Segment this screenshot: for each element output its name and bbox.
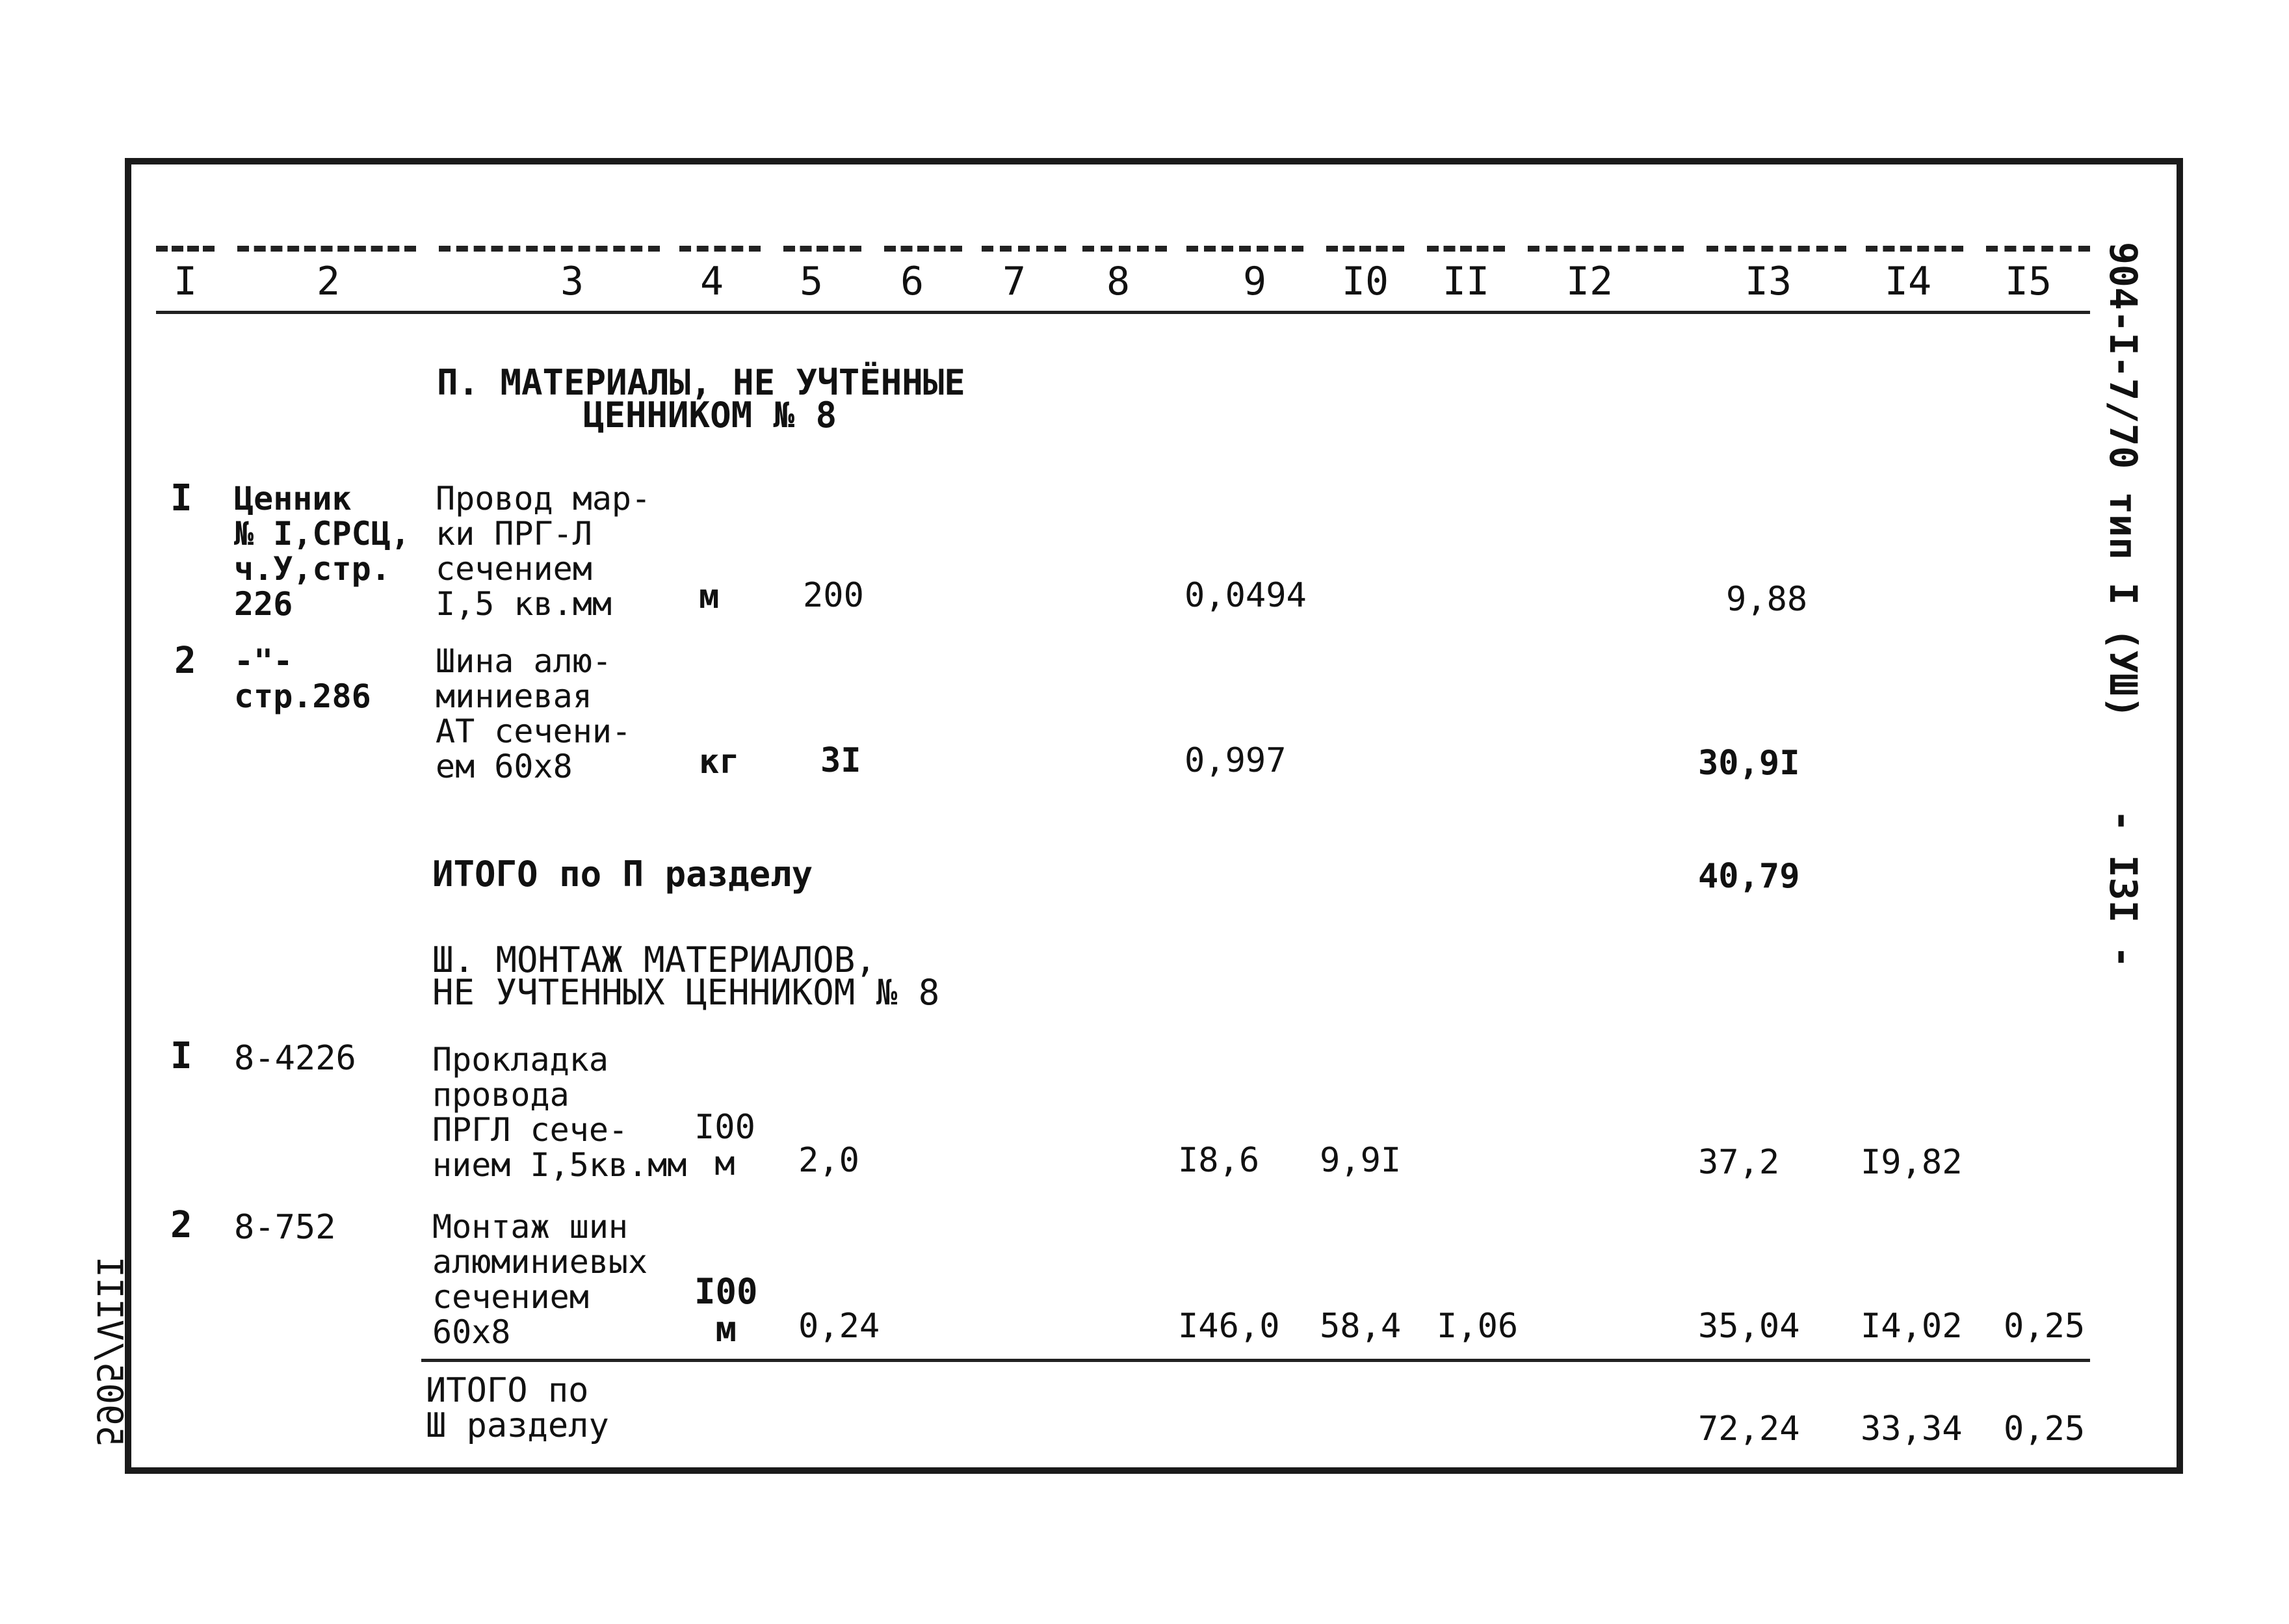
header-dash (156, 246, 215, 252)
col-header-6: 6 (900, 259, 924, 304)
table-row-qty: 0,24 (798, 1307, 880, 1346)
header-dash (1986, 246, 2090, 252)
header-dash (1186, 246, 1303, 252)
table-row-col13: 37,2 (1698, 1143, 1780, 1182)
header-dash (1326, 246, 1404, 252)
table-row-name: Монтаж шин алюминиевых сечением 60х8 (432, 1208, 648, 1351)
table-row-price: 0,0494 (1184, 576, 1307, 615)
section2-title-line1: П. МАТЕРИАЛЫ, НЕ УЧТЁННЫЕ (437, 362, 965, 403)
table-row-col9: I46,0 (1178, 1307, 1280, 1346)
col-header-8: 8 (1106, 259, 1131, 304)
header-dash (1707, 246, 1846, 252)
col-header-9: 9 (1242, 259, 1267, 304)
col-header-14: I4 (1884, 259, 1932, 304)
table-row-col11: I,06 (1437, 1307, 1519, 1346)
table-row-name: Провод мар- ки ПРГ-Л сечением I,5 кв.мм (436, 480, 651, 623)
col-header-15: I5 (2004, 259, 2052, 304)
table-row-col14: I9,82 (1861, 1143, 1963, 1182)
table-row-col14: I4,02 (1861, 1307, 1963, 1346)
header-dash (1082, 246, 1167, 252)
table-row-unit: кг (699, 742, 740, 781)
table-row-num: I (170, 1035, 192, 1077)
header-dash (884, 246, 962, 252)
table-row-total: 30,9I (1698, 744, 1800, 783)
col-header-4: 4 (700, 259, 724, 304)
table-row-num: I (170, 477, 192, 519)
section3-title-line1: Ш. МОНТАЖ МАТЕРИАЛОВ, (432, 939, 876, 980)
header-dash (982, 246, 1066, 252)
table-row-source: 8-752 (234, 1208, 336, 1247)
side-page-number: - I3I - (2101, 809, 2145, 969)
table-row-num: 2 (174, 640, 196, 682)
col-header-12: I2 (1565, 259, 1614, 304)
col-header-1: I (173, 259, 198, 304)
header-dash (1427, 246, 1505, 252)
table-row-name: Шина алю- миниевая АТ сечени- ем 60х8 (436, 642, 632, 785)
section3-total-col13: 72,24 (1698, 1409, 1800, 1448)
table-row-unit: м (699, 577, 720, 616)
table-row-col10: 9,9I (1320, 1141, 1402, 1180)
total-rule (421, 1359, 2090, 1362)
header-rule (156, 311, 2090, 314)
header-dash (439, 246, 660, 252)
col-header-7: 7 (1002, 259, 1027, 304)
table-row-qty: 2,0 (798, 1141, 859, 1180)
header-dash (1528, 246, 1684, 252)
section2-total-label: ИТОГО по П разделу (432, 854, 813, 895)
col-header-5: 5 (799, 259, 824, 304)
section3-total-col15: 0,25 (2004, 1409, 2086, 1448)
section3-total-label: ИТОГО по Ш разделу (426, 1371, 609, 1445)
table-row-col13: 35,04 (1698, 1307, 1800, 1346)
archive-mark: 5905/VIII (89, 1256, 130, 1447)
table-row-col9: I8,6 (1178, 1141, 1260, 1180)
table-row-source: 8-4226 (234, 1039, 356, 1078)
section3-total-col14: 33,34 (1861, 1409, 1963, 1448)
table-row-qty: 3I (820, 741, 861, 780)
table-row-unit: I00 м (694, 1271, 758, 1350)
table-row-price: 0,997 (1184, 741, 1287, 780)
header-dash (237, 246, 416, 252)
table-row-total: 9,88 (1726, 580, 1808, 619)
col-header-10: I0 (1341, 259, 1389, 304)
section2-title-line2: ЦЕННИКОМ № 8 (583, 395, 837, 436)
table-row-num: 2 (170, 1204, 192, 1246)
header-dash (1866, 246, 1963, 252)
section2-total-value: 40,79 (1698, 857, 1800, 896)
table-row-col15: 0,25 (2004, 1307, 2086, 1346)
table-row-unit: I00 м (694, 1108, 755, 1183)
col-header-11: II (1442, 259, 1490, 304)
header-dash (679, 246, 761, 252)
section3-title-line2: НЕ УЧТЕННЫХ ЦЕННИКОМ № 8 (432, 972, 940, 1013)
table-row-name: Прокладка провода ПРГЛ сече- нием I,5кв.мм (432, 1041, 687, 1184)
header-dash (783, 246, 861, 252)
table-row-col10: 58,4 (1320, 1307, 1402, 1346)
table-row-source: -"- стр.286 (234, 642, 371, 715)
table-row-source: Ценник № I,СРСЦ, ч.У,стр. 226 (234, 480, 410, 623)
col-header-3: 3 (560, 259, 584, 304)
side-document-code: 904-I-7/70 тип I (УШ) (2101, 242, 2145, 719)
col-header-2: 2 (316, 259, 341, 304)
col-header-13: I3 (1744, 259, 1792, 304)
table-row-qty: 200 (803, 576, 864, 615)
